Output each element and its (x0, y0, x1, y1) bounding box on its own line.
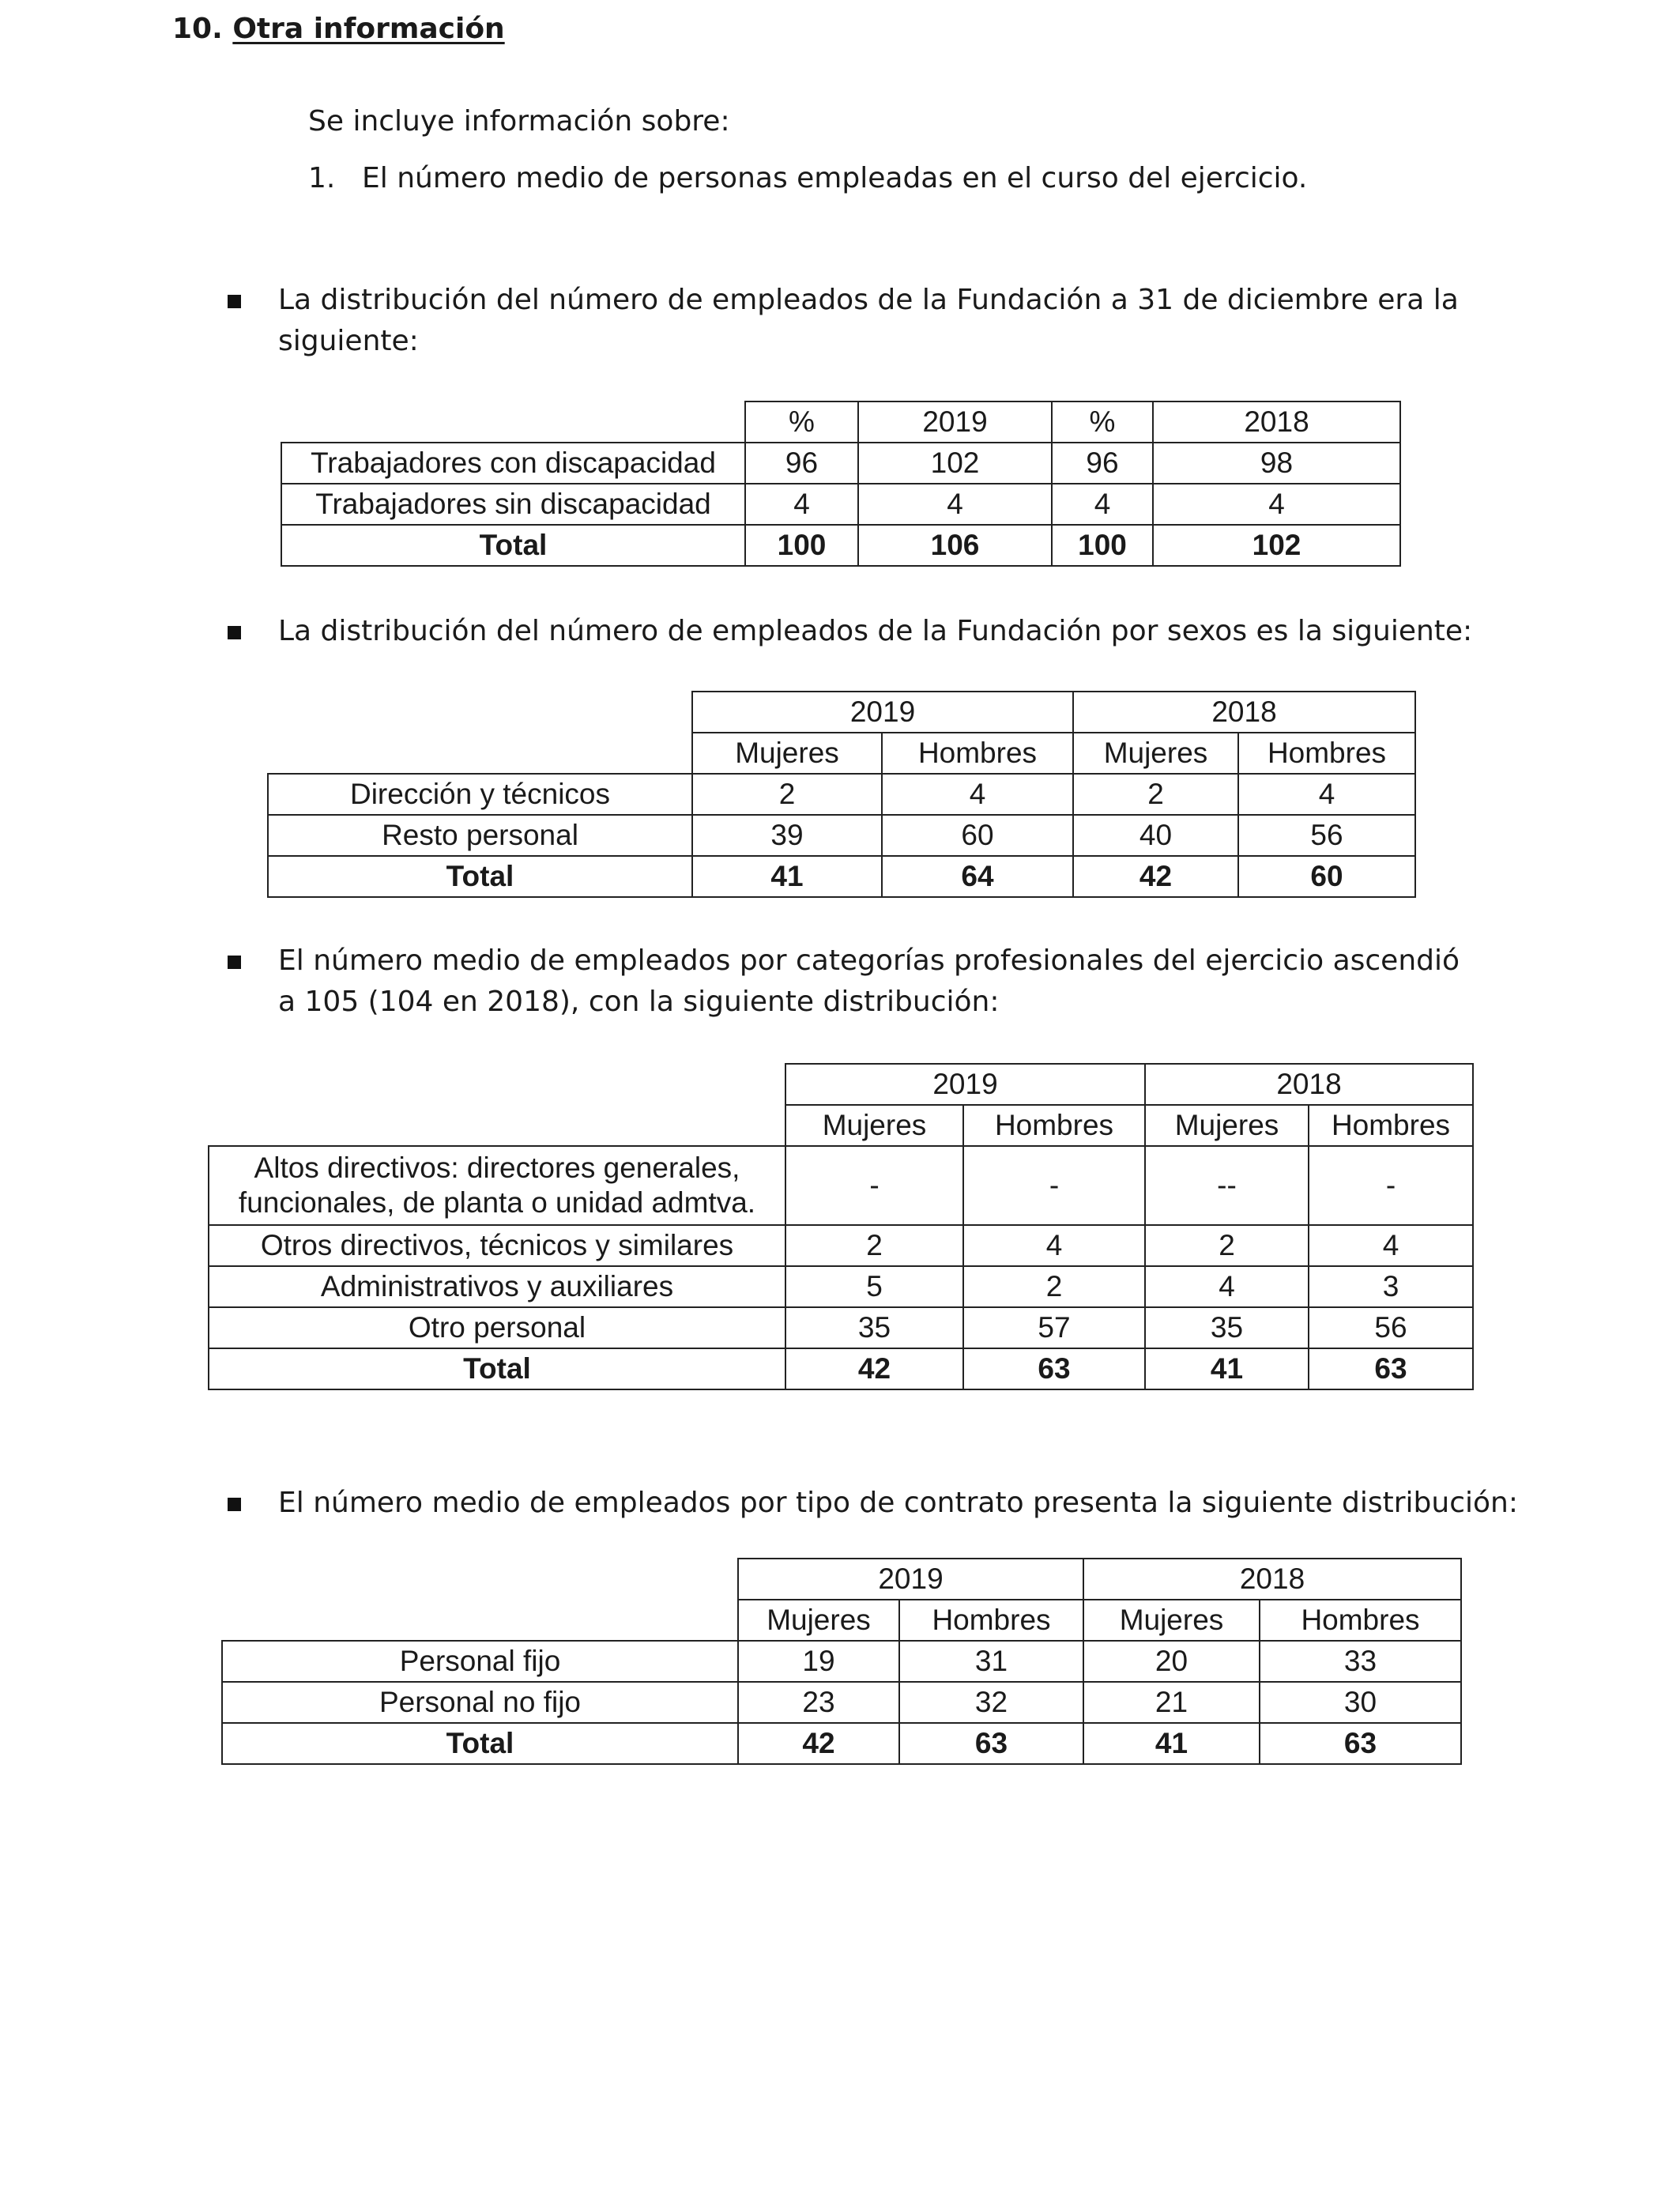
table-row (268, 774, 1415, 815)
empty-cell (222, 1600, 738, 1641)
bullet-3-line-1: El número medio de empleados por categorías profesionales del ejercicio ascendió (278, 944, 1460, 977)
table-cell: 63 (899, 1723, 1083, 1764)
row-label: Otro personal (209, 1307, 785, 1348)
table-cell: 60 (1238, 856, 1415, 897)
row-label: Personal fijo (222, 1641, 738, 1682)
table-cell: 2 (692, 774, 882, 815)
table-cell: 4 (1052, 484, 1153, 525)
empty-cell (222, 1559, 738, 1600)
table-cell: 102 (1153, 525, 1400, 566)
intro-item-text: El número medio de personas empleadas en el curso del ejercicio. (362, 162, 1308, 194)
table-cell: - (1309, 1146, 1473, 1225)
row-label: Personal no fijo (222, 1682, 738, 1723)
subheader-cell: Hombres (1260, 1600, 1461, 1641)
table-cell: 4 (745, 484, 858, 525)
section-title: Otra información (232, 13, 505, 45)
table-row (209, 1307, 1473, 1348)
row-label: Otros directivos, técnicos y similares (209, 1225, 785, 1266)
subheader-cell: Hombres (1309, 1105, 1473, 1146)
row-label: Trabajadores sin discapacidad (281, 484, 745, 525)
table-cell: 19 (738, 1641, 899, 1682)
bullet-1-line-2: siguiente: (278, 325, 419, 357)
table-cell: 39 (692, 815, 882, 856)
table-cell: 63 (1260, 1723, 1461, 1764)
intro-item-number: 1. (308, 162, 336, 194)
year-header-row (209, 1064, 1473, 1105)
subheader-cell: Mujeres (1083, 1600, 1260, 1641)
table-row (281, 443, 1400, 484)
subheader-row (222, 1600, 1461, 1641)
bullet-marker (228, 956, 241, 969)
table-cell: 35 (1145, 1307, 1309, 1348)
subheader-cell: Mujeres (785, 1105, 963, 1146)
bullet-4-text: El número medio de empleados por tipo de contrato presenta la siguiente distribución: (278, 1487, 1518, 1519)
table-cell: 2 (1073, 774, 1238, 815)
total-row (281, 525, 1400, 566)
table-row (222, 1641, 1461, 1682)
table-cell: 4 (1153, 484, 1400, 525)
table-by-category (208, 1063, 1474, 1390)
table-cell: 4 (963, 1225, 1145, 1266)
table-cell: 63 (963, 1348, 1145, 1389)
table-cell: 100 (1052, 525, 1153, 566)
empty-cell (268, 692, 692, 733)
table-row (268, 815, 1415, 856)
bullet-marker (228, 295, 241, 308)
table-cell: 4 (858, 484, 1052, 525)
subheader-cell: Mujeres (692, 733, 882, 774)
row-label: Trabajadores con discapacidad (281, 443, 745, 484)
header-cell: % (745, 401, 858, 443)
section-number: 10. (172, 13, 223, 45)
row-label: Total (222, 1723, 738, 1764)
table-cell: 33 (1260, 1641, 1461, 1682)
row-label-line: Altos directivos: directores generales, (254, 1152, 740, 1184)
table-cell: 42 (785, 1348, 963, 1389)
subheader-cell: Hombres (963, 1105, 1145, 1146)
subheader-row (209, 1105, 1473, 1146)
row-label (209, 1146, 785, 1225)
table-cell: 56 (1238, 815, 1415, 856)
table-cell: - (963, 1146, 1145, 1225)
table-disability (281, 401, 1401, 567)
table-cell: 40 (1073, 815, 1238, 856)
row-label: Total (209, 1348, 785, 1389)
table-cell: 63 (1309, 1348, 1473, 1389)
table-row (209, 1225, 1473, 1266)
table-cell: 106 (858, 525, 1052, 566)
year-header: 2019 (692, 692, 1073, 733)
empty-cell (281, 401, 745, 443)
table-cell: 4 (1309, 1225, 1473, 1266)
table-cell: 30 (1260, 1682, 1461, 1723)
table-cell: -- (1145, 1146, 1309, 1225)
bullet-marker (228, 1498, 241, 1511)
table-cell: 2 (785, 1225, 963, 1266)
table-cell: 102 (858, 443, 1052, 484)
year-header-row (268, 692, 1415, 733)
table-cell: 4 (882, 774, 1073, 815)
header-cell: 2018 (1153, 401, 1400, 443)
bullet-2-text: La distribución del número de empleados de la Fundación por sexos es la siguiente: (278, 615, 1473, 647)
year-header: 2019 (785, 1064, 1145, 1105)
bullet-3-line-2: a 105 (104 en 2018), con la siguiente distribución: (278, 986, 1000, 1018)
row-label-line: funcionales, de planta o unidad admtva. (238, 1186, 756, 1219)
table-cell: 35 (785, 1307, 963, 1348)
table-cell: 4 (1145, 1266, 1309, 1307)
table-cell: 3 (1309, 1266, 1473, 1307)
table-cell: 31 (899, 1641, 1083, 1682)
empty-cell (268, 733, 692, 774)
table-cell: 42 (738, 1723, 899, 1764)
table-by-contract (221, 1558, 1462, 1765)
table-cell: 32 (899, 1682, 1083, 1723)
total-row (268, 856, 1415, 897)
subheader-cell: Hombres (899, 1600, 1083, 1641)
year-header: 2019 (738, 1559, 1083, 1600)
table-row (281, 484, 1400, 525)
total-row (209, 1348, 1473, 1389)
year-header: 2018 (1073, 692, 1415, 733)
row-label: Total (281, 525, 745, 566)
row-label: Total (268, 856, 692, 897)
header-cell: % (1052, 401, 1153, 443)
table-cell: 5 (785, 1266, 963, 1307)
table-cell: 21 (1083, 1682, 1260, 1723)
table-cell: 4 (1238, 774, 1415, 815)
table-row (209, 1266, 1473, 1307)
row-label: Dirección y técnicos (268, 774, 692, 815)
table-cell: 2 (1145, 1225, 1309, 1266)
total-row (222, 1723, 1461, 1764)
subheader-cell: Mujeres (1073, 733, 1238, 774)
year-header: 2018 (1145, 1064, 1473, 1105)
row-label: Resto personal (268, 815, 692, 856)
table-cell: 64 (882, 856, 1073, 897)
row-label: Administrativos y auxiliares (209, 1266, 785, 1307)
table-cell: 41 (1145, 1348, 1309, 1389)
table-cell: 41 (1083, 1723, 1260, 1764)
table-cell: 96 (1052, 443, 1153, 484)
table-header-row (281, 401, 1400, 443)
subheader-cell: Hombres (1238, 733, 1415, 774)
year-header-row (222, 1559, 1461, 1600)
bullet-marker (228, 626, 241, 639)
subheader-cell: Mujeres (738, 1600, 899, 1641)
table-cell: 60 (882, 815, 1073, 856)
table-cell: 100 (745, 525, 858, 566)
subheader-row (268, 733, 1415, 774)
header-cell: 2019 (858, 401, 1052, 443)
table-cell: 96 (745, 443, 858, 484)
table-cell: 23 (738, 1682, 899, 1723)
table-cell: 42 (1073, 856, 1238, 897)
intro-lead: Se incluye información sobre: (308, 105, 730, 138)
table-cell: 57 (963, 1307, 1145, 1348)
subheader-cell: Hombres (882, 733, 1073, 774)
bullet-1-line-1: La distribución del número de empleados de la Fundación a 31 de diciembre era la (278, 284, 1459, 316)
table-row (209, 1146, 1473, 1225)
year-header: 2018 (1083, 1559, 1461, 1600)
table-cell: 2 (963, 1266, 1145, 1307)
empty-cell (209, 1105, 785, 1146)
subheader-cell: Mujeres (1145, 1105, 1309, 1146)
table-row (222, 1682, 1461, 1723)
table-cell: 56 (1309, 1307, 1473, 1348)
empty-cell (209, 1064, 785, 1105)
table-cell: 98 (1153, 443, 1400, 484)
section-heading (172, 13, 505, 45)
table-cell: 20 (1083, 1641, 1260, 1682)
table-cell: 41 (692, 856, 882, 897)
table-by-sex (267, 691, 1416, 898)
table-cell: - (785, 1146, 963, 1225)
